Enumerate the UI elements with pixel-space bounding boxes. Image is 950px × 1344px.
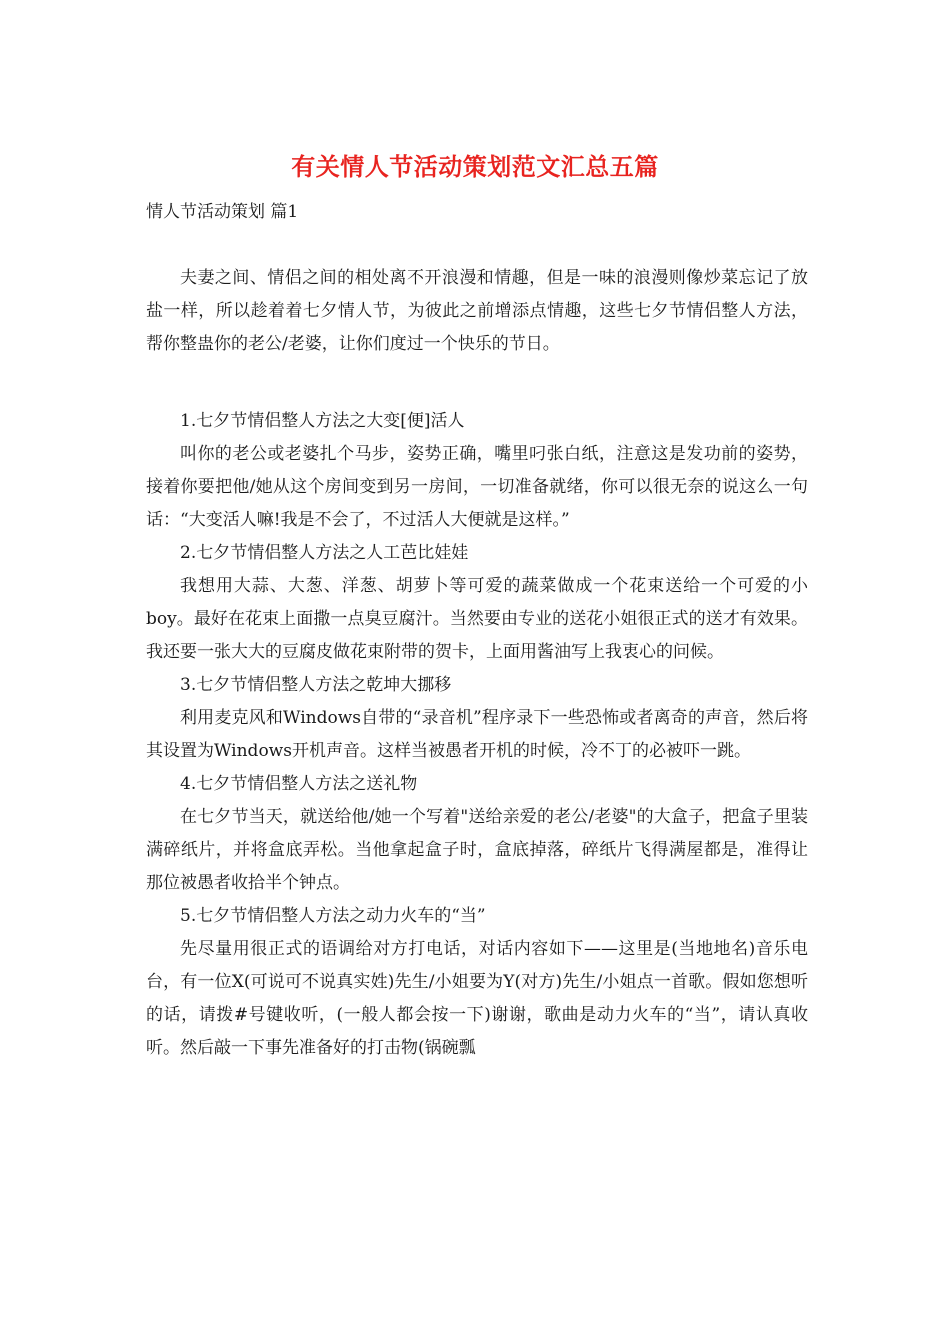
section-heading-5: 5.七夕节情侣整人方法之动力火车的“当” xyxy=(180,906,486,926)
section-heading-2: 2.七夕节情侣整人方法之人工芭比娃娃 xyxy=(180,543,469,563)
section-text-3: 利用麦克风和Windows自带的“录音机”程序录下一些恐怖或者离奇的声音，然后将其设置为Windows开机声音。这样当被愚者开机的时候，冷不丁的必被吓一跳。 xyxy=(146,708,808,761)
section-text-2: 我想用大蒜、大葱、洋葱、胡萝卜等可爱的蔬菜做成一个花束送给一个可爱的小boy。最好在花束上面撒一点臭豆腐汁。当然要由专业的送花小姐很正式的送才有效果。我还要一张大大的豆腐皮做花束附带的贺卡，上面用酱油写上我衷心的问候。 xyxy=(146,576,808,662)
sections-block xyxy=(146,405,808,1065)
section-heading-1: 1.七夕节情侣整人方法之大变[便]活人 xyxy=(180,411,465,431)
section-heading-4: 4.七夕节情侣整人方法之送礼物 xyxy=(180,774,418,794)
intro-paragraph: 夫妻之间、情侣之间的相处离不开浪漫和情趣，但是一味的浪漫则像炒菜忘记了放盐一样，所以趁着着七夕情人节，为彼此之前增添点情趣，这些七夕节情侣整人方法，帮你整蛊你的老公/老婆，让你们度过一个快乐的节日。 xyxy=(146,268,808,354)
intro-block xyxy=(146,262,808,361)
document-title: 有关情人节活动策划范文汇总五篇 xyxy=(291,152,659,181)
section-text-1: 叫你的老公或老婆扎个马步，姿势正确，嘴里叼张白纸，注意这是发功前的姿势，接着你要把他/她从这个房间变到另一房间，一切准备就绪，你可以很无奈的说这么一句话：“大变活人嘛!我是不会了，不过活人大便就是这样。” xyxy=(146,444,808,530)
document-subtitle: 情人节活动策划 篇1 xyxy=(146,202,299,222)
section-text-5: 先尽量用很正式的语调给对方打电话，对话内容如下——这里是(当地地名)音乐电台，有一位X(可说可不说真实姓)先生/小姐要为Y(对方)先生/小姐点一首歌。假如您想听的话，请拨#号键收听，(一般人都会按一下)谢谢，歌曲是动力火车的“当”，请认真收听。然后敲一下事先准备好的打击物(锅碗瓢 xyxy=(146,939,808,1058)
section-text-4: 在七夕节当天，就送给他/她一个写着"送给亲爱的老公/老婆"的大盒子，把盒子里装满碎纸片，并将盒底弄松。当他拿起盒子时，盒底掉落，碎纸片飞得满屋都是，准得让那位被愚者收拾半个钟点。 xyxy=(146,807,808,893)
section-heading-3: 3.七夕节情侣整人方法之乾坤大挪移 xyxy=(180,675,452,695)
